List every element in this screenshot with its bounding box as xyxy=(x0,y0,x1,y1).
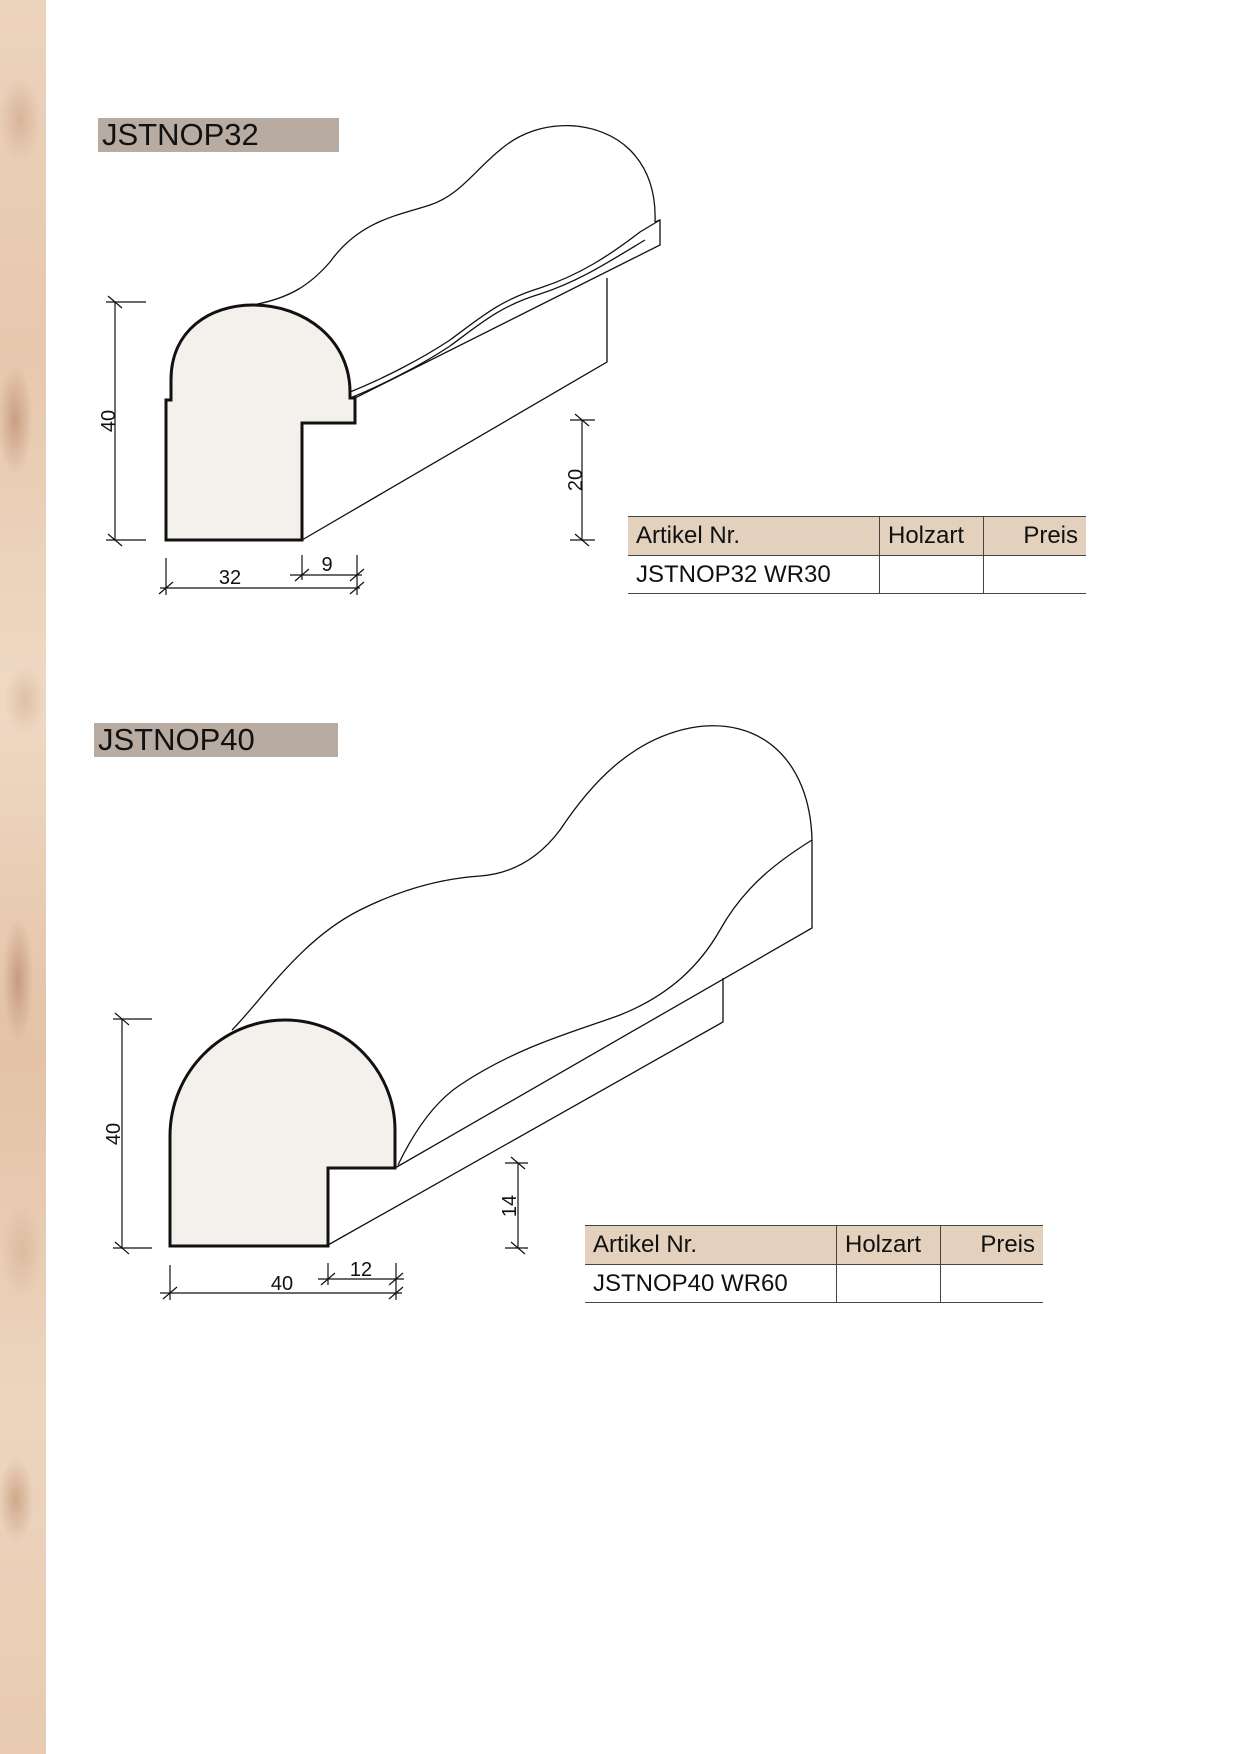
column-header-wood: Holzart xyxy=(880,517,984,556)
table-row xyxy=(585,1265,1043,1303)
column-header-article: Artikel Nr. xyxy=(628,517,880,556)
profile-2-section xyxy=(170,1020,395,1246)
table-header-row xyxy=(585,1226,1043,1265)
profile-2-rebate-height-dim: 14 xyxy=(499,1194,521,1218)
profile-title: JSTNOP32 xyxy=(98,118,339,152)
profile-1-height-dim: 40 xyxy=(98,409,120,433)
profile-title: JSTNOP40 xyxy=(94,723,338,757)
column-header-wood: Holzart xyxy=(837,1226,941,1265)
article-table xyxy=(585,1225,1043,1303)
price-cell xyxy=(941,1265,1044,1303)
profile-1-rebate-height-dim: 20 xyxy=(565,468,587,492)
column-header-price: Preis xyxy=(941,1226,1044,1265)
profile-2-rebate-width-dim: 12 xyxy=(349,1259,373,1281)
profile-2-height-dim: 40 xyxy=(103,1122,125,1146)
table-row xyxy=(628,556,1086,594)
wood-cell xyxy=(880,556,984,594)
profile-1-rebate-width-dim: 9 xyxy=(321,554,333,576)
article-number-cell: JSTNOP32 WR30 xyxy=(628,556,880,594)
table-header-row xyxy=(628,517,1086,556)
column-header-price: Preis xyxy=(984,517,1087,556)
profile-1-section xyxy=(166,305,355,540)
wood-cell xyxy=(837,1265,941,1303)
profile-1-width-dim: 32 xyxy=(218,567,242,589)
price-cell xyxy=(984,556,1087,594)
article-table xyxy=(628,516,1086,594)
column-header-article: Artikel Nr. xyxy=(585,1226,837,1265)
profile-2-width-dim: 40 xyxy=(270,1273,294,1295)
article-number-cell: JSTNOP40 WR60 xyxy=(585,1265,837,1303)
